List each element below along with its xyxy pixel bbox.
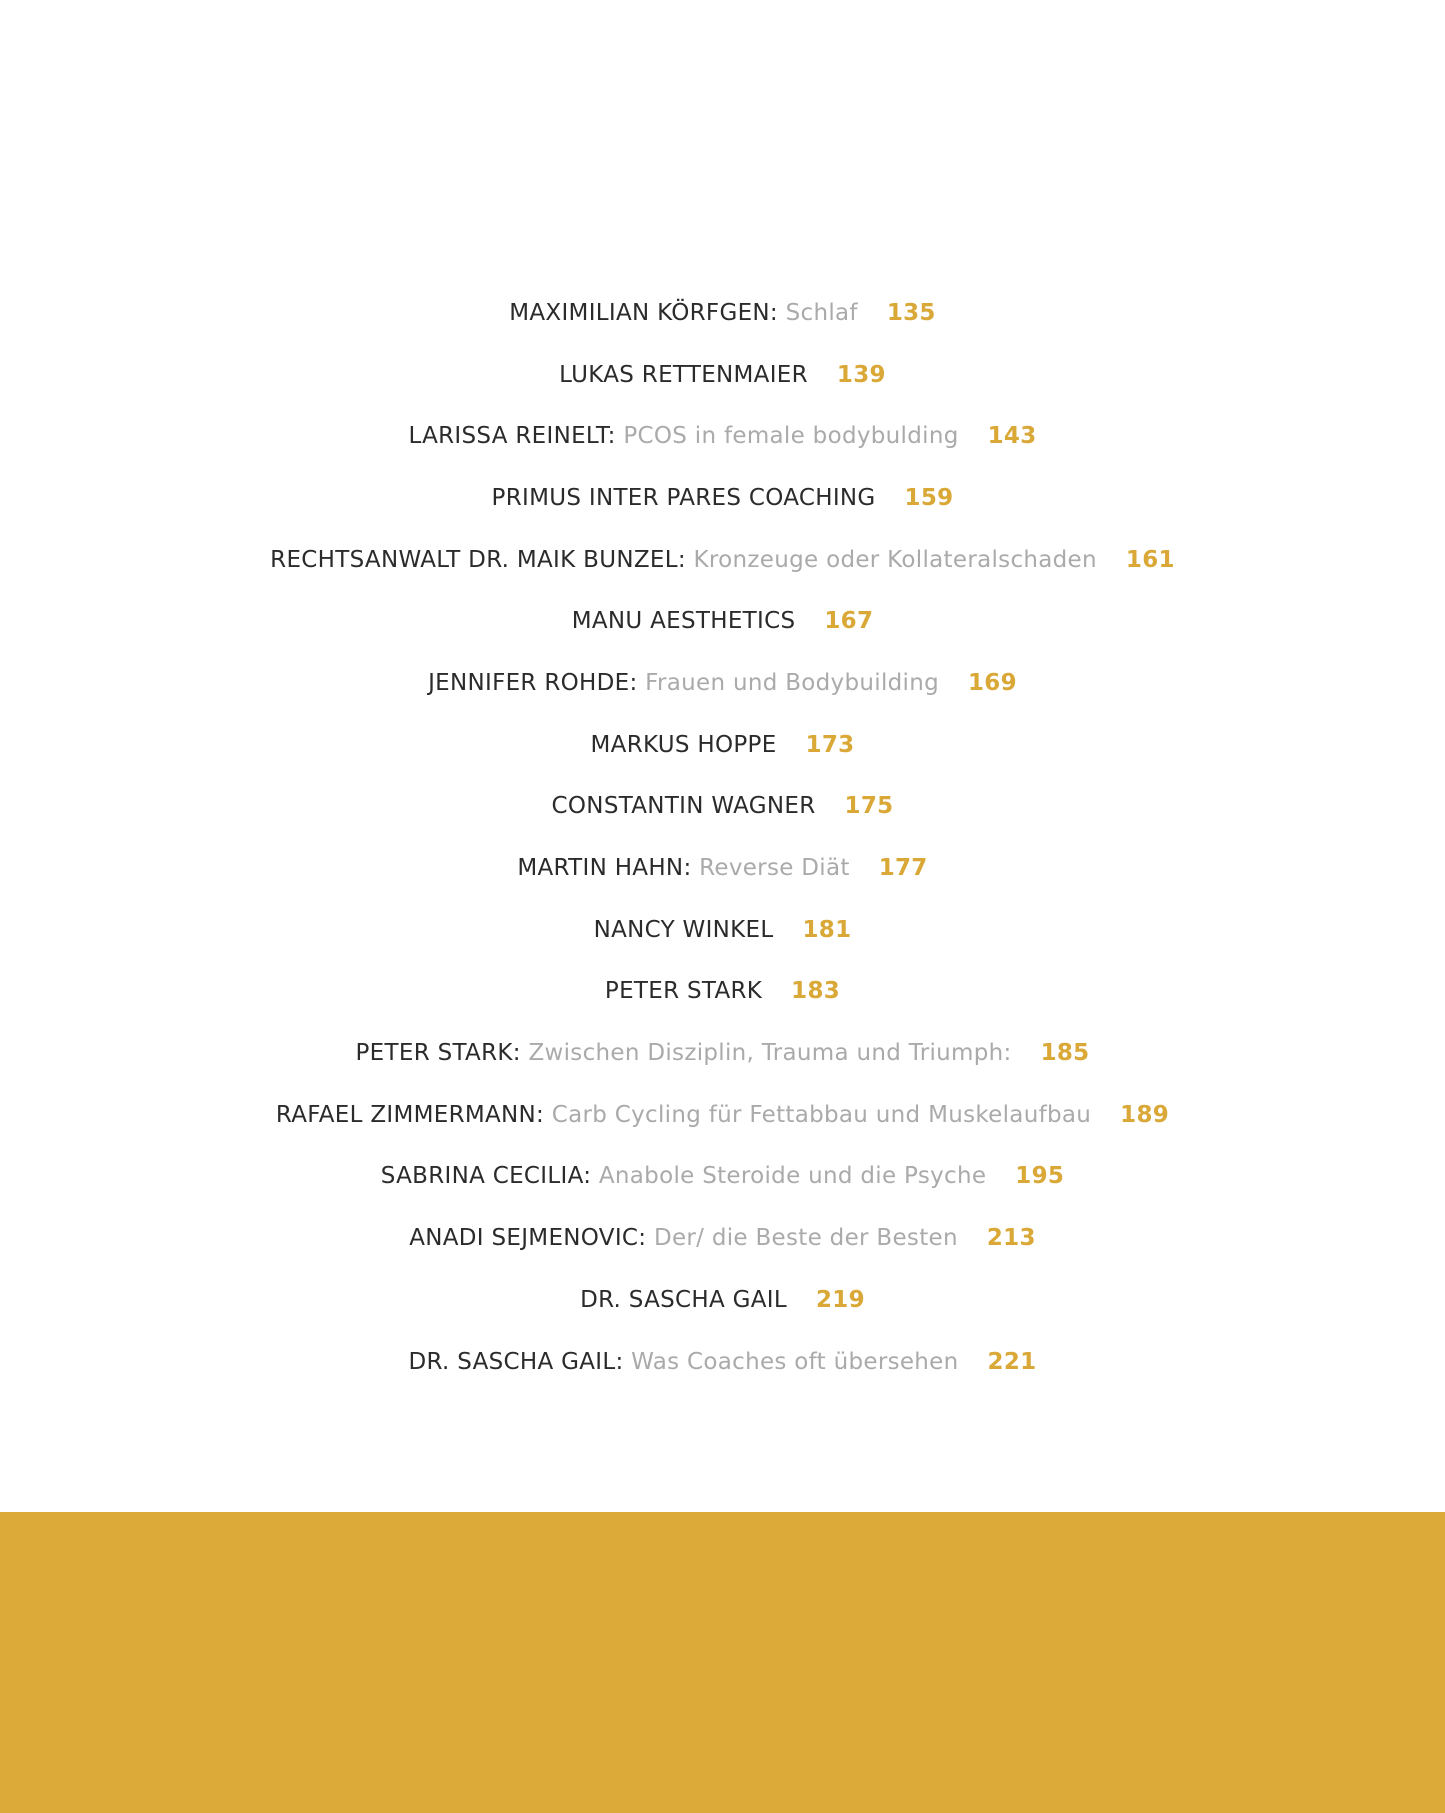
toc-page-number: 213	[986, 1225, 1036, 1252]
toc-author: RECHTSANWALT DR. MAIK BUNZEL:	[270, 546, 686, 573]
toc-entry	[0, 899, 1445, 961]
toc-entry	[0, 467, 1445, 529]
toc-entry	[0, 714, 1445, 776]
toc-topic: Schlaf	[785, 299, 858, 326]
toc-entry	[0, 282, 1445, 344]
toc-author: LUKAS RETTENMAIER	[559, 361, 808, 388]
toc-page-number: 177	[878, 855, 928, 882]
toc-author: DR. SASCHA GAIL:	[408, 1348, 624, 1375]
toc-author: LARISSA REINELT:	[408, 423, 616, 450]
toc-author: PETER STARK	[604, 978, 763, 1005]
toc-entry	[0, 344, 1445, 406]
toc-topic: Anabole Steroide und die Psyche	[598, 1163, 987, 1190]
toc-topic: Kronzeuge oder Kollateralschaden	[693, 546, 1097, 573]
toc-page-number: 189	[1120, 1101, 1170, 1128]
toc-author: MAXIMILIAN KÖRFGEN:	[509, 299, 778, 326]
toc-entry	[0, 961, 1445, 1023]
toc-page-number: 173	[805, 731, 855, 758]
toc-topic: Was Coaches oft übersehen	[631, 1348, 959, 1375]
toc-author: PRIMUS INTER PARES COACHING	[491, 484, 876, 511]
toc-page-number: 219	[816, 1286, 865, 1313]
toc-entry	[0, 405, 1445, 467]
toc-topic: Reverse Diät	[699, 855, 850, 882]
toc-entry	[0, 1022, 1445, 1084]
toc-page-number: 221	[987, 1348, 1037, 1375]
toc-page-number: 183	[791, 978, 841, 1005]
toc-page-number: 195	[1015, 1163, 1065, 1190]
toc-author: RAFAEL ZIMMERMANN:	[275, 1101, 545, 1128]
toc-entry	[0, 1331, 1445, 1393]
toc-page-number: 161	[1125, 546, 1175, 573]
toc-author: JENNIFER ROHDE:	[428, 669, 638, 696]
toc-entry	[0, 1207, 1445, 1269]
toc-entry	[0, 837, 1445, 899]
toc-entry	[0, 652, 1445, 714]
toc-author: MANU AESTHETICS	[571, 608, 796, 635]
table-of-contents	[0, 282, 1445, 1392]
toc-page-number: 135	[886, 299, 936, 326]
toc-page-number: 143	[987, 423, 1037, 450]
toc-entry	[0, 1269, 1445, 1331]
toc-entry	[0, 529, 1445, 591]
toc-entry	[0, 776, 1445, 838]
toc-topic: Der/ die Beste der Besten	[653, 1225, 958, 1252]
toc-page-number: 185	[1040, 1040, 1090, 1067]
toc-author: ANADI SEJMENOVIC:	[409, 1225, 647, 1252]
toc-entry	[0, 590, 1445, 652]
toc-topic: Carb Cycling für Fettabbau und Muskelaufbau	[551, 1101, 1092, 1128]
toc-page-number: 181	[802, 916, 852, 943]
toc-page-number: 169	[968, 669, 1017, 696]
toc-topic: Zwischen Disziplin, Trauma und Triumph:	[528, 1040, 1012, 1067]
toc-author: SABRINA CECILIA:	[380, 1163, 592, 1190]
toc-entry	[0, 1084, 1445, 1146]
toc-page-number: 167	[824, 608, 874, 635]
toc-author: MARKUS HOPPE	[590, 731, 777, 758]
toc-topic: PCOS in female bodybulding	[623, 423, 959, 450]
toc-author: DR. SASCHA GAIL	[580, 1286, 787, 1313]
toc-entry	[0, 1146, 1445, 1208]
footer-color-band	[0, 1512, 1445, 1813]
toc-page-number: 159	[904, 484, 954, 511]
toc-author: MARTIN HAHN:	[517, 855, 692, 882]
toc-page-number: 139	[836, 361, 886, 388]
toc-topic: Frauen und Bodybuilding	[645, 669, 939, 696]
toc-author: PETER STARK:	[355, 1040, 521, 1067]
toc-page-number: 175	[844, 793, 894, 820]
toc-author: NANCY WINKEL	[593, 916, 774, 943]
toc-author: CONSTANTIN WAGNER	[551, 793, 816, 820]
